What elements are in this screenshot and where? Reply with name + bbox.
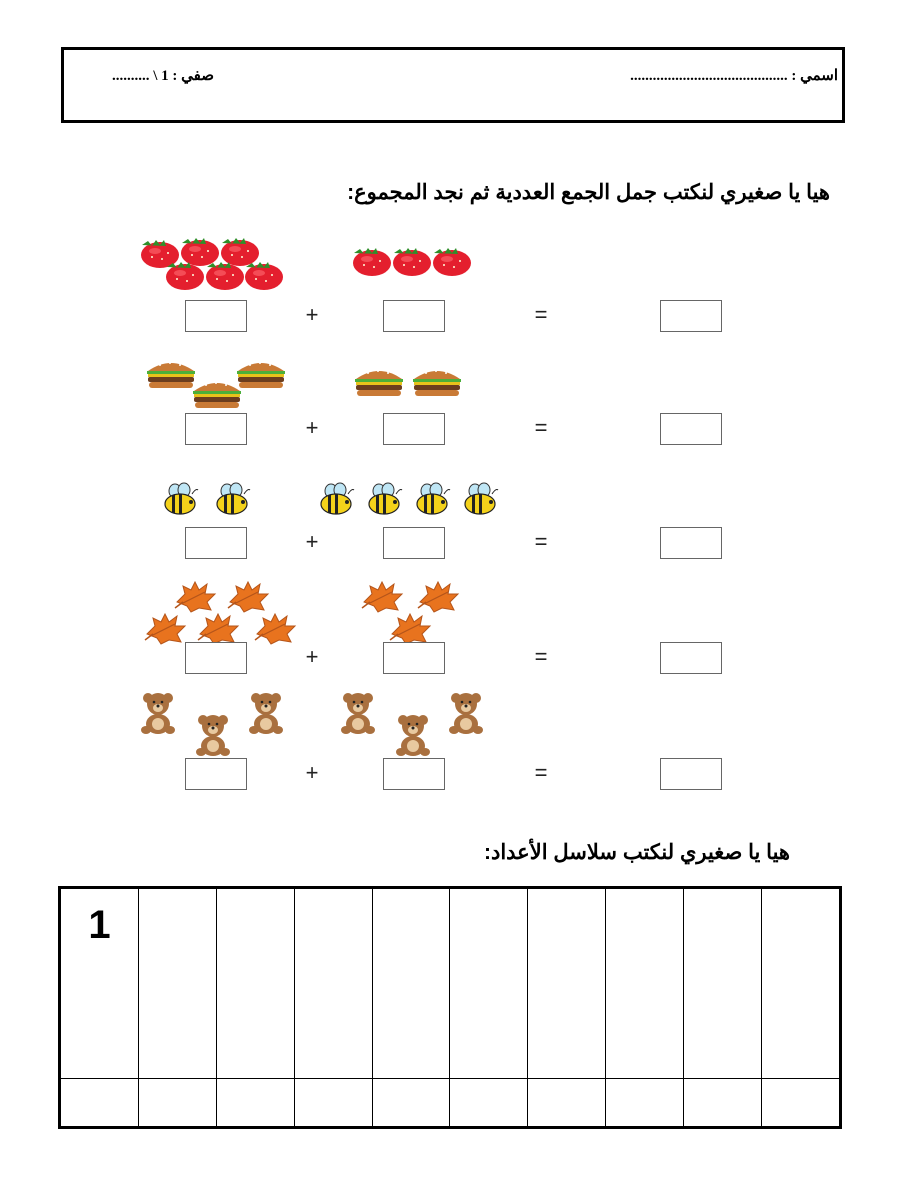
student-info-box bbox=[61, 47, 845, 123]
answer-box-first[interactable] bbox=[185, 642, 247, 674]
addition-row-leaves bbox=[0, 578, 900, 693]
answer-box-first[interactable] bbox=[185, 300, 247, 332]
grid-cell[interactable] bbox=[138, 1079, 216, 1127]
plus-sign: + bbox=[305, 415, 319, 440]
bee-icon bbox=[217, 483, 250, 514]
teddy-bear-icon bbox=[341, 693, 375, 734]
teddy-bear-icon bbox=[196, 715, 230, 756]
grid-cell[interactable] bbox=[294, 1079, 372, 1127]
answer-box-second[interactable] bbox=[383, 413, 445, 445]
bee-icon bbox=[369, 483, 402, 514]
burger-group-left bbox=[145, 355, 295, 410]
addition-title: هيا يا صغيري لنكتب جمل الجمع العددية ثم نجد المجموع: bbox=[347, 181, 830, 204]
grid-row bbox=[61, 1079, 840, 1127]
grid-row bbox=[61, 889, 840, 1079]
answer-box-sum[interactable] bbox=[660, 413, 722, 445]
bee-icon bbox=[417, 483, 450, 514]
grid-cell[interactable] bbox=[450, 889, 528, 1079]
burger-icon bbox=[413, 370, 461, 396]
grid-cell[interactable] bbox=[61, 1079, 139, 1127]
leaf-group-right bbox=[360, 578, 470, 648]
bee-icon bbox=[165, 483, 198, 514]
teddy-bear-icon bbox=[449, 693, 483, 734]
grid-cell[interactable] bbox=[762, 1079, 840, 1127]
answer-box-second[interactable] bbox=[383, 300, 445, 332]
leaf-icon bbox=[362, 582, 402, 612]
grid-cell[interactable] bbox=[138, 889, 216, 1079]
grid-cell[interactable] bbox=[606, 889, 684, 1079]
bear-group-left bbox=[138, 688, 298, 760]
grid-cell[interactable] bbox=[684, 889, 762, 1079]
answer-box-second[interactable] bbox=[383, 527, 445, 559]
plus-sign: + bbox=[305, 529, 319, 554]
addition-row-bears bbox=[0, 688, 900, 803]
answer-box-second[interactable] bbox=[383, 642, 445, 674]
answer-box-sum[interactable] bbox=[660, 527, 722, 559]
strawberry-icon bbox=[206, 262, 244, 290]
grid-cell[interactable] bbox=[684, 1079, 762, 1127]
equals-sign: = bbox=[534, 644, 548, 669]
number-sequence-grid bbox=[58, 886, 842, 1129]
burger-icon bbox=[237, 362, 285, 388]
grid-cell[interactable] bbox=[216, 889, 294, 1079]
teddy-bear-icon bbox=[396, 715, 430, 756]
grid-cell[interactable] bbox=[372, 1079, 450, 1127]
leaf-icon bbox=[255, 614, 295, 644]
answer-box-sum[interactable] bbox=[660, 758, 722, 790]
answer-box-second[interactable] bbox=[383, 758, 445, 790]
answer-box-first[interactable] bbox=[185, 758, 247, 790]
strawberry-group-right bbox=[352, 245, 477, 280]
class-label: صفي : 1 \ .......... bbox=[112, 68, 214, 84]
strawberry-group-left bbox=[140, 235, 290, 290]
name-label: اسمي : .......................................... bbox=[630, 68, 838, 84]
leaf-icon bbox=[418, 582, 458, 612]
equals-sign: = bbox=[534, 302, 548, 327]
bear-group-right bbox=[338, 688, 498, 760]
grid-cell[interactable] bbox=[606, 1079, 684, 1127]
leaf-icon bbox=[390, 614, 430, 644]
grid-cell[interactable] bbox=[528, 1079, 606, 1127]
equals-sign: = bbox=[534, 529, 548, 554]
burger-icon bbox=[147, 362, 195, 388]
strawberry-icon bbox=[353, 248, 391, 276]
addition-row-strawberries bbox=[0, 235, 900, 350]
plus-sign: + bbox=[305, 302, 319, 327]
plus-sign: + bbox=[305, 644, 319, 669]
equals-sign: = bbox=[534, 760, 548, 785]
leaf-group-left bbox=[140, 578, 310, 648]
plus-sign: + bbox=[305, 760, 319, 785]
strawberry-icon bbox=[433, 248, 471, 276]
grid-cell[interactable] bbox=[450, 1079, 528, 1127]
burger-icon bbox=[193, 382, 241, 408]
leaf-icon bbox=[198, 614, 238, 644]
strawberry-icon bbox=[393, 248, 431, 276]
bee-icon bbox=[321, 483, 354, 514]
grid-cell[interactable]: 1 bbox=[61, 889, 139, 1079]
strawberry-icon bbox=[166, 262, 204, 290]
leaf-icon bbox=[175, 582, 215, 612]
answer-box-first[interactable] bbox=[185, 413, 247, 445]
bee-group-right bbox=[318, 480, 513, 520]
addition-row-burgers bbox=[0, 355, 900, 470]
answer-box-first[interactable] bbox=[185, 527, 247, 559]
teddy-bear-icon bbox=[141, 693, 175, 734]
grid-cell[interactable] bbox=[762, 889, 840, 1079]
answer-box-sum[interactable] bbox=[660, 642, 722, 674]
grid-cell[interactable] bbox=[528, 889, 606, 1079]
grid-cell[interactable] bbox=[294, 889, 372, 1079]
bee-icon bbox=[465, 483, 498, 514]
number-sequence-title: هيا يا صغيري لنكتب سلاسل الأعداد: bbox=[483, 841, 790, 864]
bee-group-left bbox=[162, 480, 262, 520]
leaf-icon bbox=[145, 614, 185, 644]
burger-group-right bbox=[353, 363, 468, 398]
answer-box-sum[interactable] bbox=[660, 300, 722, 332]
leaf-icon bbox=[228, 582, 268, 612]
grid-cell[interactable] bbox=[216, 1079, 294, 1127]
teddy-bear-icon bbox=[249, 693, 283, 734]
strawberry-icon bbox=[221, 238, 259, 266]
grid-cell[interactable] bbox=[372, 889, 450, 1079]
strawberry-icon bbox=[245, 262, 283, 290]
strawberry-icon bbox=[181, 238, 219, 266]
equals-sign: = bbox=[534, 415, 548, 440]
burger-icon bbox=[355, 370, 403, 396]
